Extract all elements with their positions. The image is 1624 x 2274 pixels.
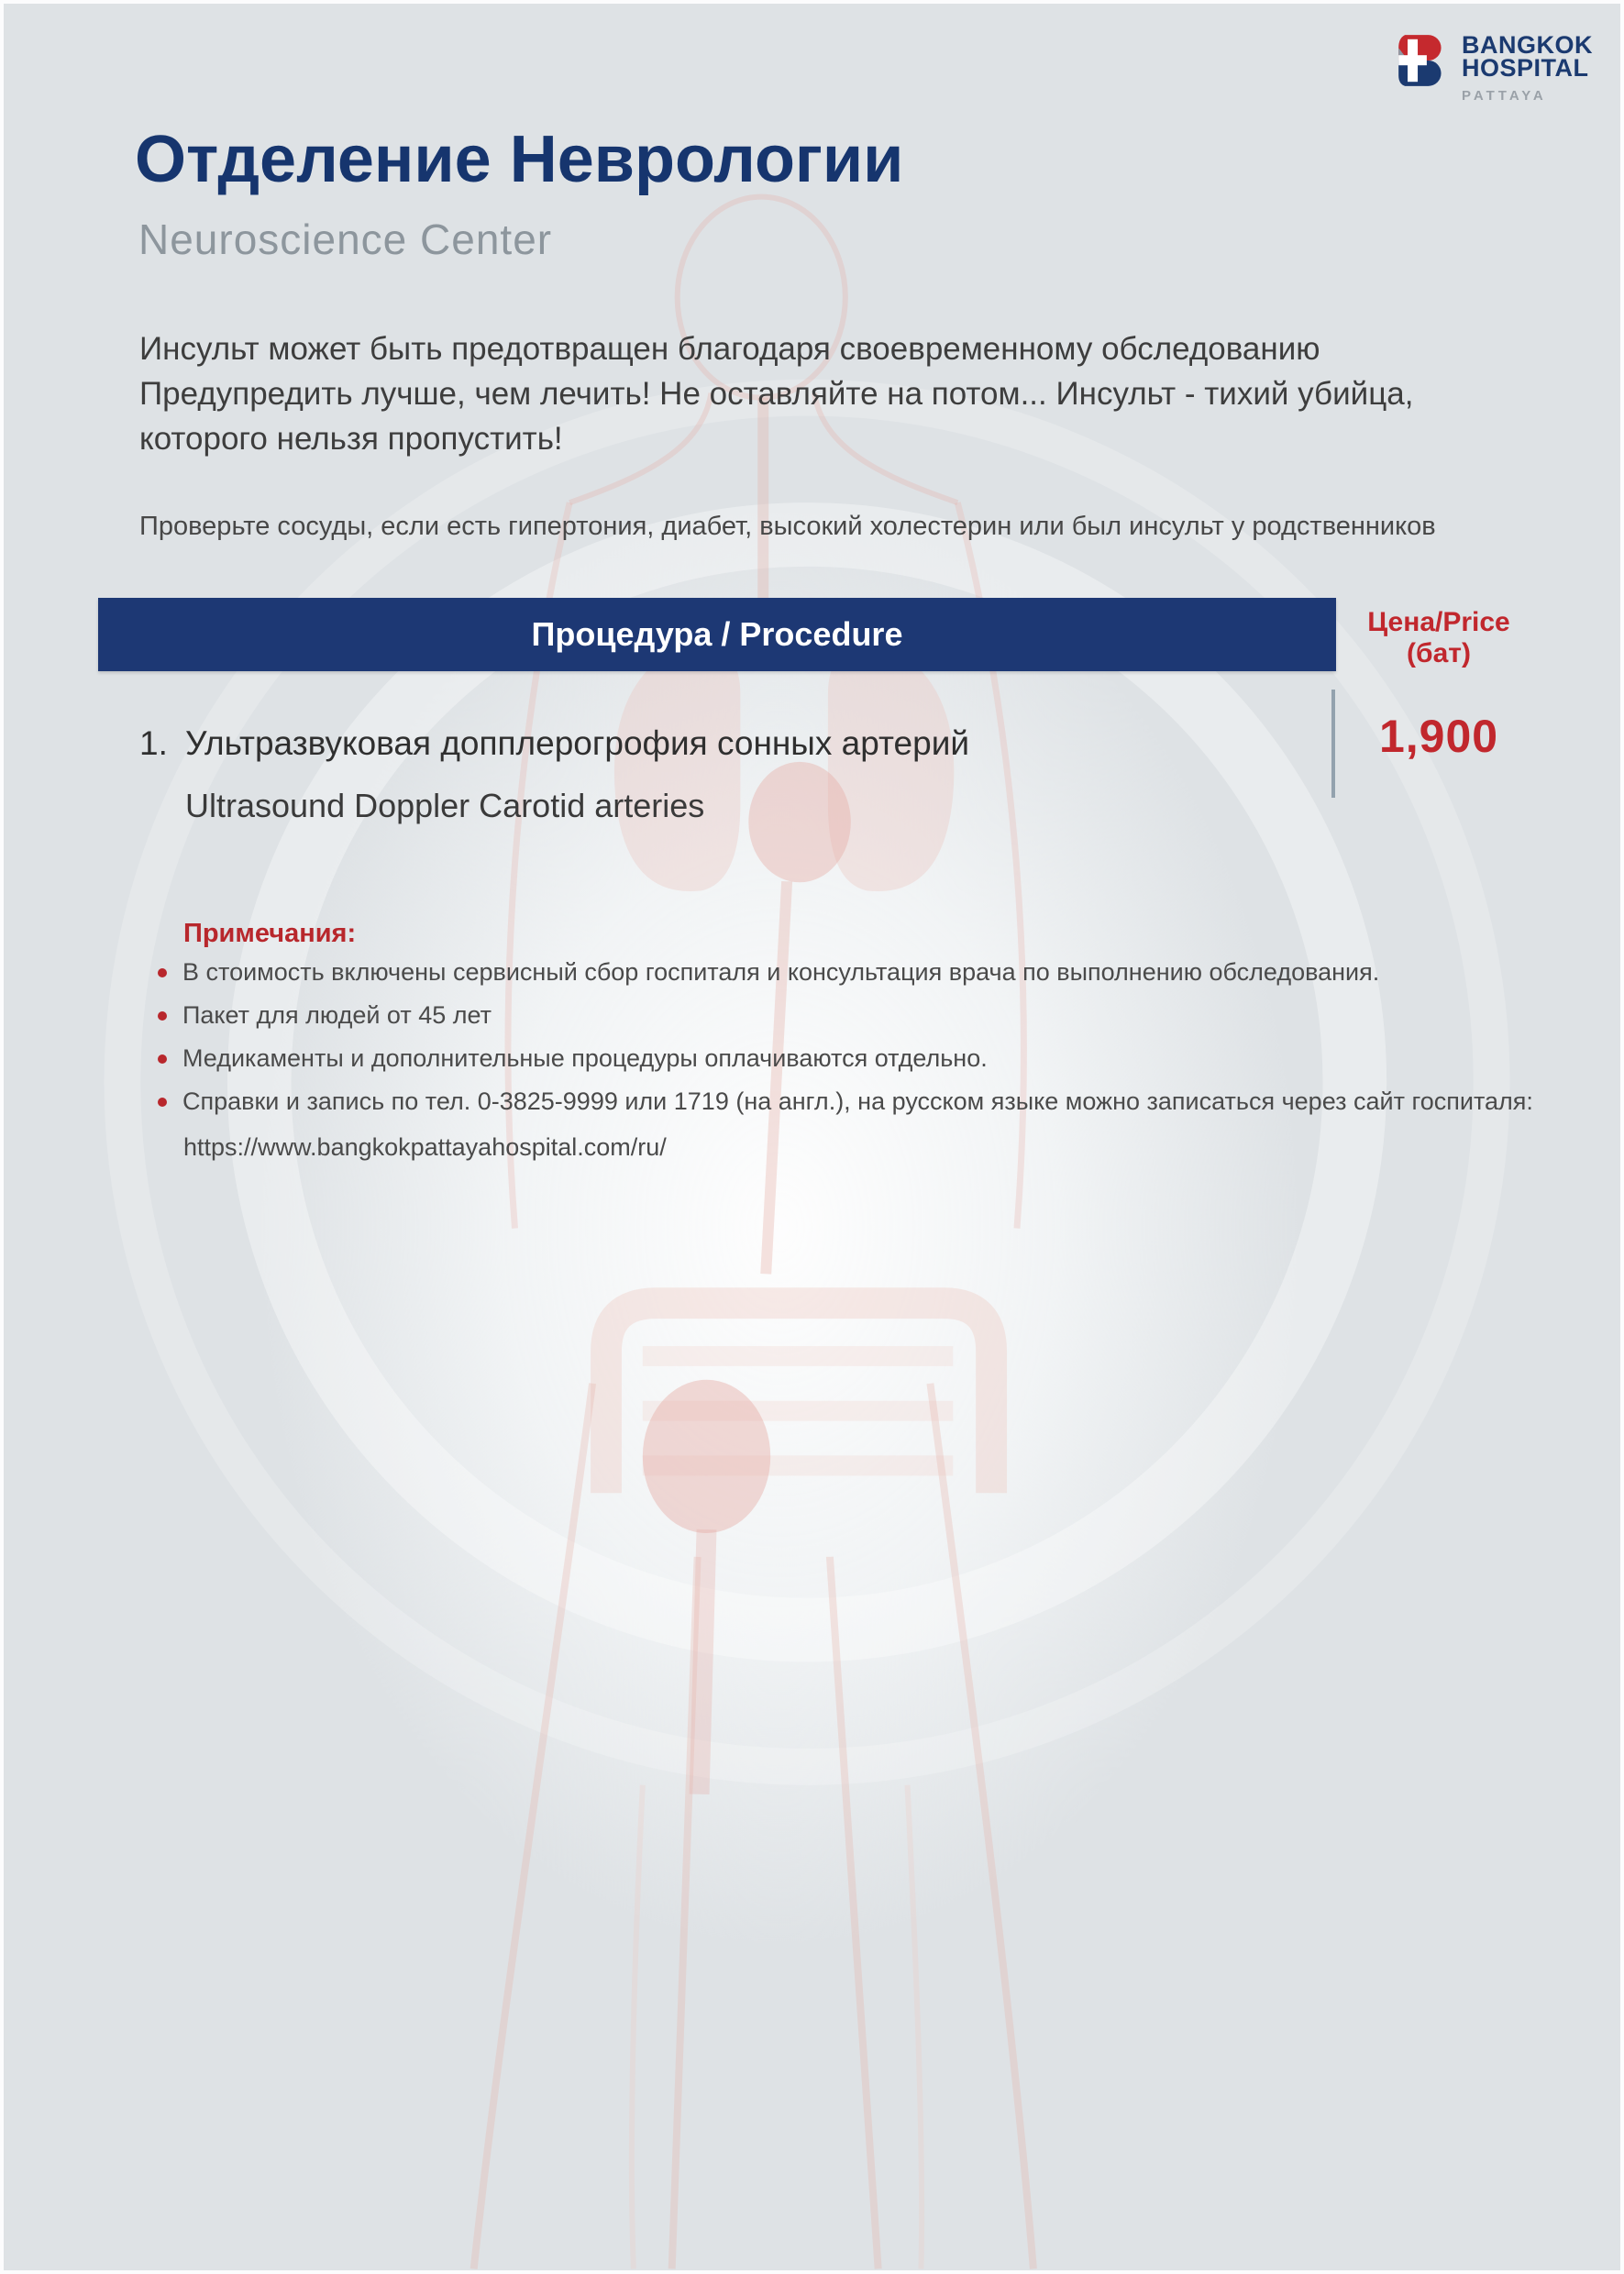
table-header-procedure: Процедура / Procedure <box>98 598 1336 671</box>
procedure-name-en: Ultrasound Doppler Carotid arteries <box>185 787 705 824</box>
column-divider <box>1331 690 1335 798</box>
page-subtitle: Neuroscience Center <box>138 215 553 263</box>
page-title: Отделение Неврологии <box>135 123 904 196</box>
intro-line-2: Предупредить лучше, чем лечить! Не оставляйте на потом... Инсульт - тихий убийца, <box>139 376 1414 412</box>
hospital-logo-text <box>1462 31 1593 104</box>
bullet-icon <box>158 968 167 977</box>
note-text-2: Пакет для людей от 45 лет <box>182 1001 492 1029</box>
list-item <box>158 959 1552 986</box>
bullet-icon <box>158 1098 167 1107</box>
brand-sub: PATTAYA <box>1462 88 1547 104</box>
intro-line-1: Инсульт может быть предотвращен благодаря своевременному обследованию <box>139 331 1320 367</box>
intro-paragraph <box>139 326 1552 461</box>
procedure-name-ru: Ультразвуковая допплерогрофия сонных артерий <box>185 724 970 762</box>
hospital-logo <box>1398 31 1593 104</box>
brand-line-2: HOSPITAL <box>1462 54 1589 82</box>
note-text-4: Справки и запись по тел. 0-3825-9999 или 1719 (на англ.), на русском языке можно записаться через сайт госпиталя: <box>182 1087 1533 1115</box>
bullet-icon <box>158 1011 167 1021</box>
intro-line-3: которого нельзя пропустить! <box>139 421 563 457</box>
hospital-logo-b-cross-icon <box>1398 34 1451 87</box>
brand-line-1: BANGKOK <box>1462 31 1593 59</box>
note-text-3: Медикаменты и дополнительные процедуры оплачиваются отдельно. <box>182 1044 988 1072</box>
advice-line: Проверьте сосуды, если есть гипертония, диабет, высокий холестерин или был инсульт у родственников <box>139 512 1436 541</box>
price-header-line-2: (бат) <box>1407 638 1471 668</box>
price-header-line-1: Цена/Price <box>1367 607 1510 637</box>
table-row-number: 1. <box>139 724 168 762</box>
notes-list <box>158 959 1552 1131</box>
table-header-price <box>1338 607 1540 669</box>
note-text-1: В стоимость включены сервисный сбор госпиталя и консультация врача по выполнению обследования. <box>182 958 1380 986</box>
list-item <box>158 1088 1552 1115</box>
bullet-icon <box>158 1054 167 1064</box>
procedure-price: 1,900 <box>1378 711 1499 762</box>
list-item <box>158 1045 1552 1072</box>
notes-title: Примечания: <box>183 919 357 948</box>
list-item <box>158 1002 1552 1029</box>
hospital-website-link[interactable]: https://www.bangkokpattayahospital.com/ru/ <box>183 1133 667 1161</box>
